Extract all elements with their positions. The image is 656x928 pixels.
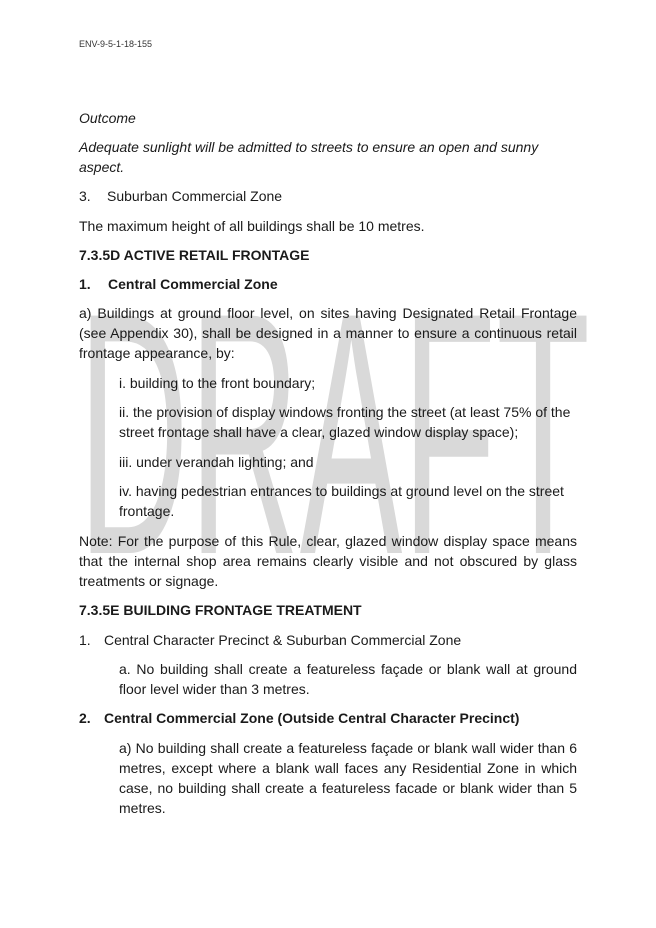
blank-wall-rule-1: a. No building shall create a featureless façade or blank wall at ground floor level wider than 3 metres.	[119, 661, 577, 697]
central-commercial-zone-outside-heading	[79, 708, 577, 728]
suburban-title: Suburban Commercial Zone	[107, 188, 283, 204]
section-7-3-5e-heading: 7.3.5E BUILDING FRONTAGE TREATMENT	[79, 602, 362, 618]
central-title: Central Commercial Zone	[108, 276, 278, 292]
sub1-num: 1.	[79, 632, 91, 648]
list-item: iv. having pedestrian entrances to buildings at ground level on the street frontage.	[119, 483, 564, 519]
document-id: ENV-9-5-1-18-155	[79, 39, 153, 49]
sub2-num: 2.	[79, 710, 91, 726]
list-item: i. building to the front boundary;	[119, 375, 316, 391]
suburban-height-rule: The maximum height of all buildings shall be 10 metres.	[79, 218, 425, 234]
sub1-title: Central Character Precinct & Suburban Commercial Zone	[104, 632, 462, 648]
watermark-text: DRAFT	[78, 308, 590, 558]
central-num: 1.	[79, 276, 91, 292]
central-commercial-zone-heading	[79, 274, 577, 294]
section-7-3-5d-heading: 7.3.5D ACTIVE RETAIL FRONTAGE	[79, 247, 310, 263]
sub2-title: Central Commercial Zone (Outside Central Character Precinct)	[104, 710, 520, 726]
list-item: ii. the provision of display windows fronting the street (at least 75% of the street frontage shall have a clear, glazed window display space);	[119, 404, 571, 440]
suburban-num: 3.	[79, 188, 91, 204]
outcome-heading: Outcome	[79, 110, 136, 126]
note-paragraph: Note: For the purpose of this Rule, clear, glazed window display space means that the internal shop area remains clearly visible and not obscured by glass treatments or signage.	[79, 533, 577, 589]
outcome-text: Adequate sunlight will be admitted to streets to ensure an open and sunny aspect.	[79, 139, 539, 175]
blank-wall-rule-2: a) No building shall create a featureless façade or blank wall wider than 6 metres, except where a blank wall faces any Residential Zone in which case, no building shall create a featureless facade or blank wider than 5 metres.	[119, 740, 577, 816]
list-item: iii. under verandah lighting; and	[119, 454, 314, 470]
central-character-precinct-heading	[79, 630, 577, 650]
suburban-commercial-zone-heading	[79, 186, 577, 206]
retail-frontage-intro: a) Buildings at ground floor level, on sites having Designated Retail Frontage (see Appendix 30), shall be designed in a manner to ensure a continuous retail frontage appearance, by:	[79, 305, 577, 361]
